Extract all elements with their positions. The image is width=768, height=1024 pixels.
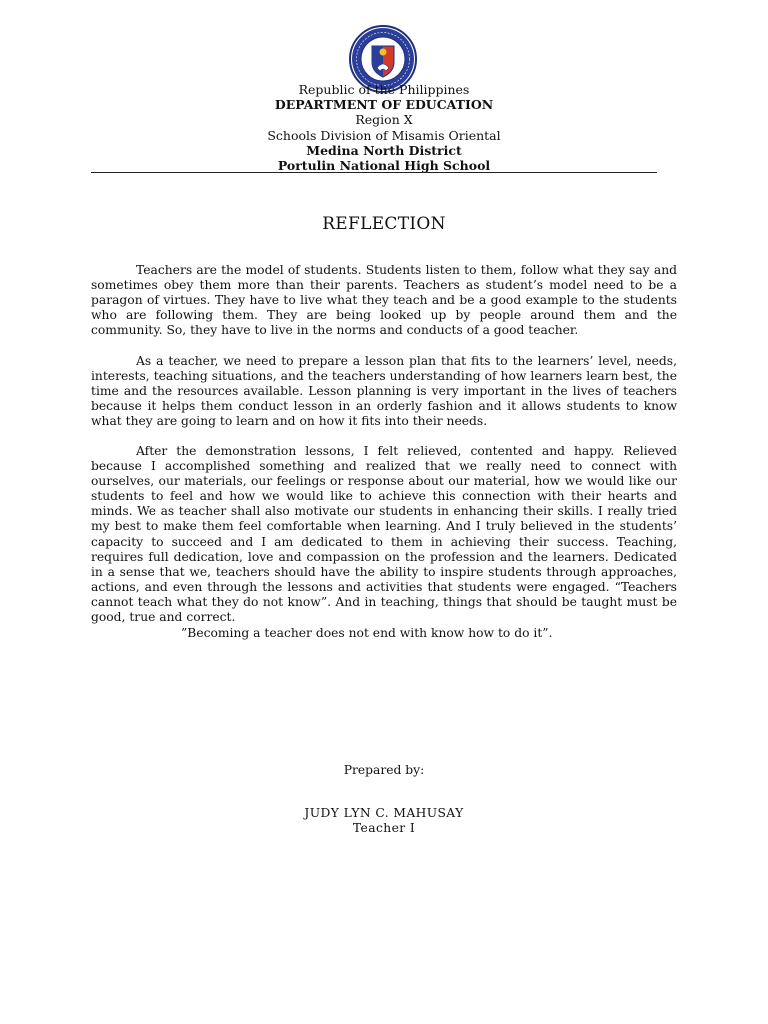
paragraph-text: As a teacher, we need to prepare a lesson plan that fits to the learners’ level, needs, interests, teaching situations, and the teachers understanding of how learners learn best, the time and the resources available. Lesson planning is very important in the lives of teachers because it helps them conduct lesson in an orderly fashion and it allows students to know what they are going to learn and on how it fits into their needs. bbox=[91, 354, 677, 429]
prepared-by-label: Prepared by: bbox=[343, 763, 425, 777]
signature-block bbox=[0, 806, 768, 836]
signatory-name: JUDY LYN C. MAHUSAY bbox=[304, 806, 464, 820]
header-school: Portulin National High School bbox=[277, 158, 491, 174]
paragraph-2 bbox=[91, 354, 677, 429]
header-region: Region X bbox=[355, 112, 413, 128]
document-title: REFLECTION bbox=[322, 214, 446, 234]
header-division: Schools Division of Misamis Oriental bbox=[267, 127, 501, 143]
header-district: Medina North District bbox=[306, 142, 462, 158]
header-department: DEPARTMENT OF EDUCATION bbox=[274, 97, 494, 113]
paragraph-3 bbox=[91, 444, 677, 625]
paragraph-text: After the demonstration lessons, I felt relieved, contented and happy. Relieved because I accomplished something and realized that we really need to connect with ourselves, our materials, our feelings or response about our material, how we would like our students to feel and how we would like to achieve this connection with their hearts and minds. We as teacher shall also motivate our students in enhancing their skills. I really tried my best to make them feel comfortable when learning. And I truly believed in the students’ capacity to succeed and I am dedicated to them in achieving their success. Teaching, requires full dedication, love and compassion on the profession and the learners. Dedicated in a sense that we, teachers should have the ability to inspire students through approaches, actions, and even through the lessons and activities that students were engaged. “Teachers cannot teach what they do not know”. And in teaching, things that should be taught must be good, true and correct. bbox=[91, 444, 677, 625]
header-republic: Republic of the Philippines bbox=[298, 82, 470, 97]
letterhead bbox=[0, 82, 768, 173]
header-divider bbox=[91, 172, 657, 173]
paragraph-1 bbox=[91, 263, 677, 338]
closing-quote: ”Becoming a teacher does not end with know how to do it”. bbox=[181, 626, 553, 640]
signatory-position: Teacher I bbox=[352, 821, 416, 836]
paragraph-text: Teachers are the model of students. Students listen to them, follow what they say and sometimes obey them more than their parents. Teachers as student’s model need to be a paragon of virtues. They have to live what they teach and be a good example to the students who are following them. They are being looked up by people around them and the community. So, they have to live in the norms and conducts of a good teacher. bbox=[91, 263, 677, 338]
